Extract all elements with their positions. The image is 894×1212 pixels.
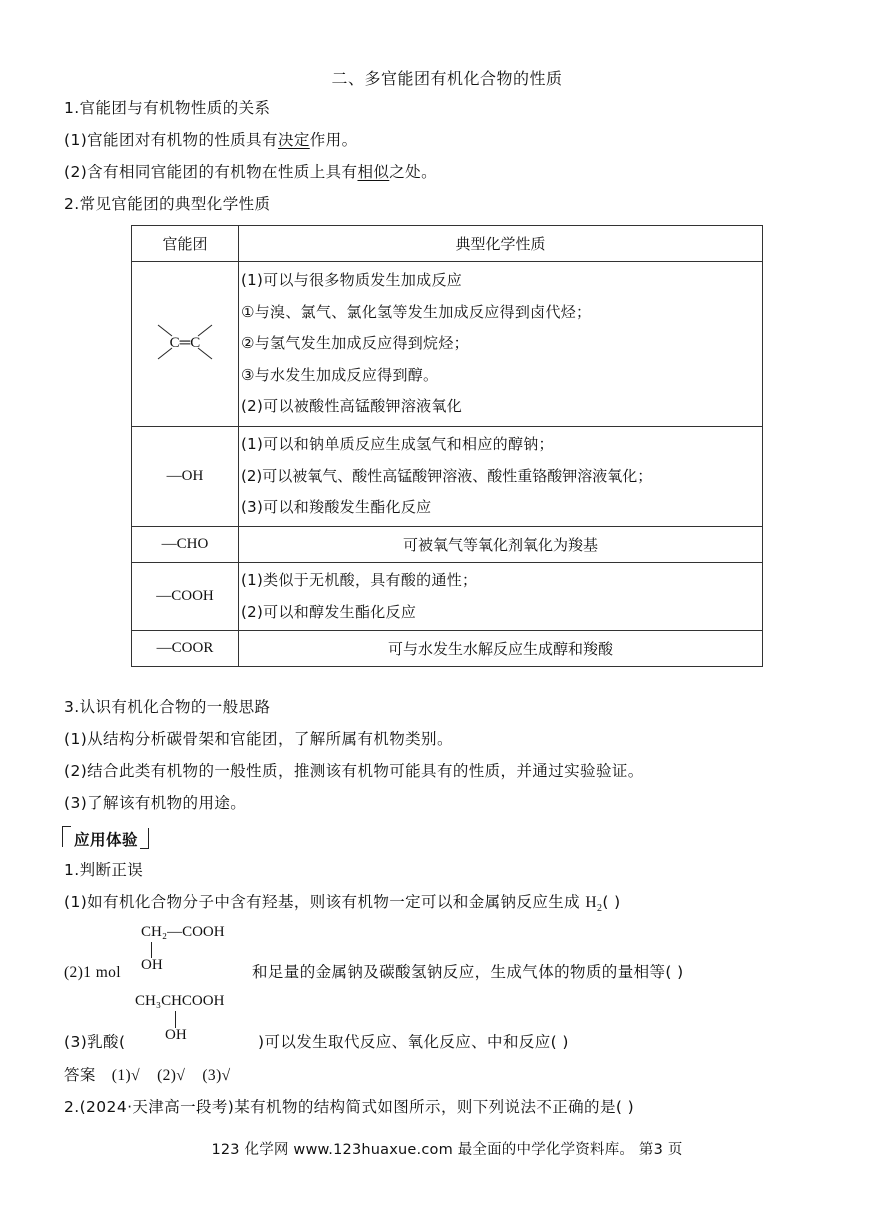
table-row	[132, 631, 763, 667]
point-1-2: (2)含有相同官能团的有机物在性质上具有相似之处。	[64, 163, 437, 181]
props-cell: 可被氧气等氧化剂氧化为羧基	[239, 527, 763, 563]
q1-item-3-label: (3)乳酸(	[64, 1033, 126, 1051]
group-cell	[132, 262, 239, 427]
heading-3: 3.认识有机化合物的一般思路	[64, 698, 271, 716]
props-cell: (1)类似于无机酸，具有酸的通性； (2)可以和醇发生酯化反应	[239, 563, 763, 631]
group-formula: C═C	[169, 334, 201, 351]
heading-1: 1.官能团与有机物性质的关系	[64, 99, 271, 117]
q1-item-2-label: (2)1 mol	[64, 964, 122, 981]
functional-group-table	[131, 225, 763, 667]
props-cell: (1)可以与很多物质发生加成反应 ①与溴、氯气、氯化氢等发生加成反应得到卤代烃； ②与氢气发生加成反应得到烷烃； ③与水发生加成反应得到醇。 (2)可以被酸性高锰酸钾溶液氧化	[239, 262, 763, 427]
props-cell: 可与水发生水解反应生成醇和羧酸	[239, 631, 763, 667]
section-title: 二、多官能团有机化合物的性质	[331, 69, 563, 88]
header-props: 典型化学性质	[239, 226, 763, 262]
alkene-double-bond-icon	[150, 317, 220, 367]
struct-bond-line	[175, 1011, 176, 1028]
struct-glycolic-oh: OH	[141, 957, 163, 973]
struct-bond-line	[151, 942, 152, 958]
table-header-row	[132, 226, 763, 262]
q1-heading: 1.判断正误	[64, 861, 144, 879]
q1-item-3-text: )可以发生取代反应、氧化反应、中和反应( )	[258, 1033, 569, 1051]
q1-item-1: (1)如有机化合物分子中含有羟基，则该有机物一定可以和金属钠反应生成 $H_2$( )	[64, 893, 621, 915]
table-row	[132, 527, 763, 563]
group-cell: —COOH	[132, 563, 239, 631]
struct-glycolic-top: CH₂—COOH	[141, 924, 225, 940]
underlined-term-decisive: 决定	[277, 131, 310, 149]
group-cell: —OH	[132, 427, 239, 527]
point-3-1: (1)从结构分析碳骨架和官能团，了解所属有机物类别。	[64, 730, 453, 748]
answer-line: 答案 (1)√ (2)√ (3)√	[64, 1066, 231, 1084]
bracket-right-icon	[140, 828, 149, 849]
group-cell: —CHO	[132, 527, 239, 563]
point-1-1: (1)官能团对有机物的性质具有决定作用。	[64, 131, 358, 149]
table-row	[132, 427, 763, 527]
header-group: 官能团	[132, 226, 239, 262]
props-cell: (1)可以和钠单质反应生成氢气和相应的醇钠； (2)可以被氧气、酸性高锰酸钾溶液、酸性重铬酸钾溶液氧化； (3)可以和羧酸发生酯化反应	[239, 427, 763, 527]
q1-item-2-text: 和足量的金属钠及碳酸氢钠反应，生成气体的物质的量相等( )	[252, 963, 684, 981]
point-3-2: (2)结合此类有机物的一般性质，推测该有机物可能具有的性质，并通过实验验证。	[64, 762, 644, 780]
point-3-3: (3)了解该有机物的用途。	[64, 794, 247, 812]
q2-text: 2.(2024·天津高一段考)某有机物的结构简式如图所示，则下列说法不正确的是( )	[64, 1098, 635, 1116]
struct-lactic-top: CH₃CHCOOH	[135, 993, 225, 1009]
practice-label: 应用体验	[74, 831, 139, 849]
page-footer: 123 化学网 www.123huaxue.com 最全面的中学化学资料库。 第3 页	[211, 1142, 683, 1158]
table-row	[132, 262, 763, 427]
group-cell: —COOR	[132, 631, 239, 667]
underlined-term-similar: 相似	[357, 163, 390, 181]
struct-lactic-oh: OH	[165, 1027, 187, 1043]
table-row	[132, 563, 763, 631]
heading-2: 2.常见官能团的典型化学性质	[64, 195, 271, 213]
